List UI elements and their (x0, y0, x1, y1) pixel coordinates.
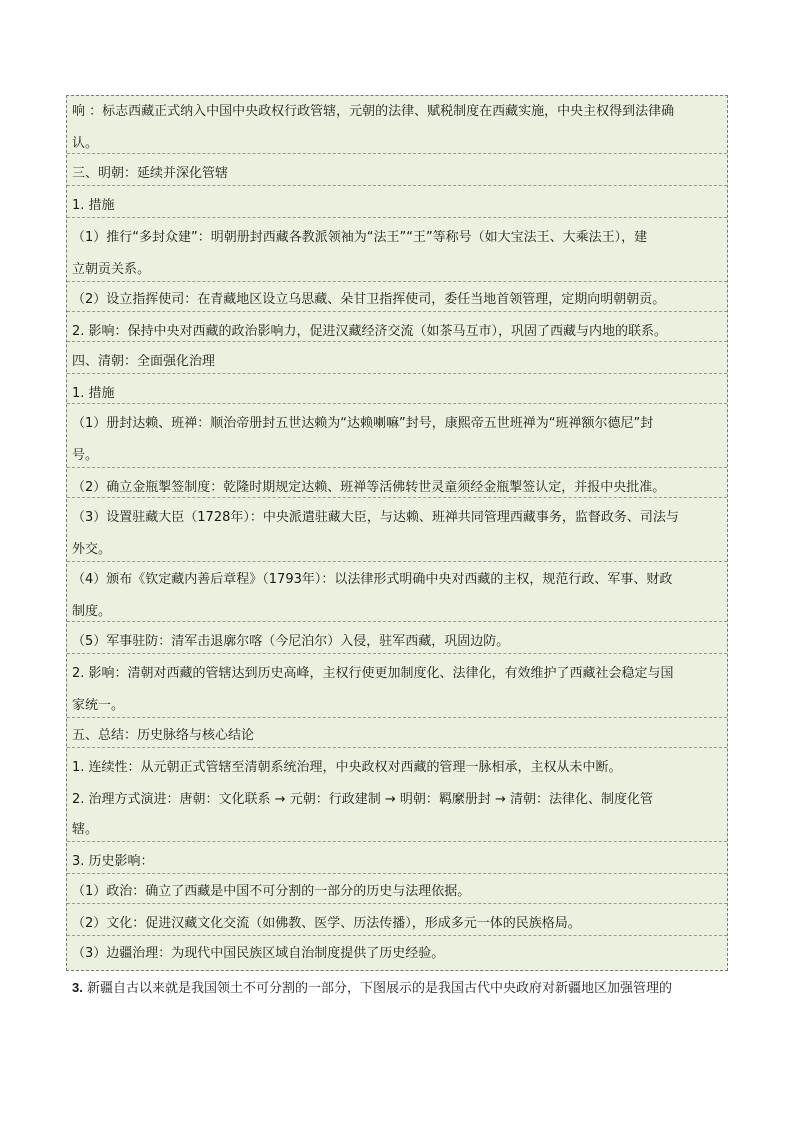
text-line: 1. 连续性：从元朝正式管辖至清朝系统治理，中央政权对西藏的管理一脉相承，主权从未中断。 (72, 760, 622, 775)
row-divider (67, 373, 727, 374)
text-line: 号。 (72, 448, 99, 463)
row-divider (67, 185, 727, 186)
row-divider (67, 217, 727, 218)
text-line: （3）边疆治理：为现代中国民族区域自治制度提供了历史经验。 (72, 946, 445, 961)
row-divider (67, 841, 727, 842)
row-divider (67, 621, 727, 622)
row-divider (67, 747, 727, 748)
text-line: 制度。 (72, 604, 112, 619)
row-divider (67, 935, 727, 936)
row-divider (67, 717, 727, 718)
text-line: （1）推行“多封众建”：明朝册封西藏各教派领袖为“法王”“王”等称号（如大宝法王、大乘法王），建 (72, 230, 648, 245)
text-line: （1）政治：确立了西藏是中国不可分割的一部分的历史与法理依据。 (72, 884, 471, 899)
row-divider (67, 873, 727, 874)
text-line: （1）册封达赖、班禅：顺治帝册封五世达赖为“达赖喇嘛”封号，康熙帝五世班禅为“班禅额尔德尼”封 (72, 416, 654, 431)
text-line: 1. 措施 (72, 198, 115, 213)
row-divider (67, 903, 727, 904)
text-line: 立朝贡关系。 (72, 262, 151, 277)
row-divider (67, 281, 727, 282)
question-number: 3. (72, 980, 83, 995)
text-line: 外交。 (72, 542, 112, 557)
question-3 (72, 980, 724, 997)
question-text: 新疆自古以来就是我国领土不可分割的一部分，下图展示的是我国古代中央政府对新疆地区加强管理的 (86, 981, 672, 996)
text-line: 2. 影响：清朝对西藏的管辖达到历史高峰，主权行使更加制度化、法律化，有效维护了西藏社会稳定与国 (72, 666, 674, 681)
text-line: 辖。 (72, 822, 99, 837)
text-line: 1. 措施 (72, 386, 115, 401)
row-divider (67, 153, 727, 154)
row-divider (67, 467, 727, 468)
answer-box (66, 95, 728, 971)
text-line: 2. 影响：保持中央对西藏的政治影响力，促进汉藏经济交流（如茶马互市），巩固了西藏与内地的联系。 (72, 324, 668, 339)
row-divider (67, 497, 727, 498)
text-line: 四、清朝：全面强化治理 (72, 354, 216, 369)
text-line: 响 ：标志西藏正式纳入中国中央政权行政管辖，元朝的法律、赋税制度在西藏实施，中央主权得到法律确 (72, 104, 675, 119)
row-divider (67, 311, 727, 312)
text-line: 三、明朝：延续并深化管辖 (72, 166, 229, 181)
text-line: （5）军事驻防：清军击退廓尔喀（今尼泊尔）入侵，驻军西藏，巩固边防。 (72, 634, 510, 649)
text-line: 2. 治理方式演进：唐朝：文化联系 → 元朝：行政建制 → 明朝：羁縻册封 → 清朝：法律化、制度化管 (72, 792, 654, 807)
row-divider (67, 561, 727, 562)
text-line: （4）颁布《钦定藏内善后章程》（1793年）：以法律形式明确中央对西藏的主权，规范行政、军事、财政 (72, 572, 673, 587)
row-divider (67, 653, 727, 654)
text-line: （2）设立指挥使司：在青藏地区设立乌思藏、朵甘卫指挥使司，委任当地首领管理，定期向明朝朝贡。 (72, 292, 666, 307)
row-divider (67, 341, 727, 342)
text-line: （2）文化：促进汉藏文化交流（如佛教、医学、历法传播），形成多元一体的民族格局。 (72, 916, 581, 931)
text-line: （3）设置驻藏大臣（1728年）：中央派遣驻藏大臣，与达赖、班禅共同管理西藏事务，监督政务、司法与 (72, 510, 679, 525)
text-line: 五、总结：历史脉络与核心结论 (72, 728, 255, 743)
text-line: （2）确立金瓶掣签制度：乾隆时期规定达赖、班禅等活佛转世灵童须经金瓶掣签认定，并报中央批准。 (72, 480, 666, 495)
row-divider (67, 403, 727, 404)
text-line: 认。 (72, 136, 99, 151)
text-line: 3. 历史影响： (72, 854, 154, 869)
text-line: 家统一。 (72, 698, 125, 713)
